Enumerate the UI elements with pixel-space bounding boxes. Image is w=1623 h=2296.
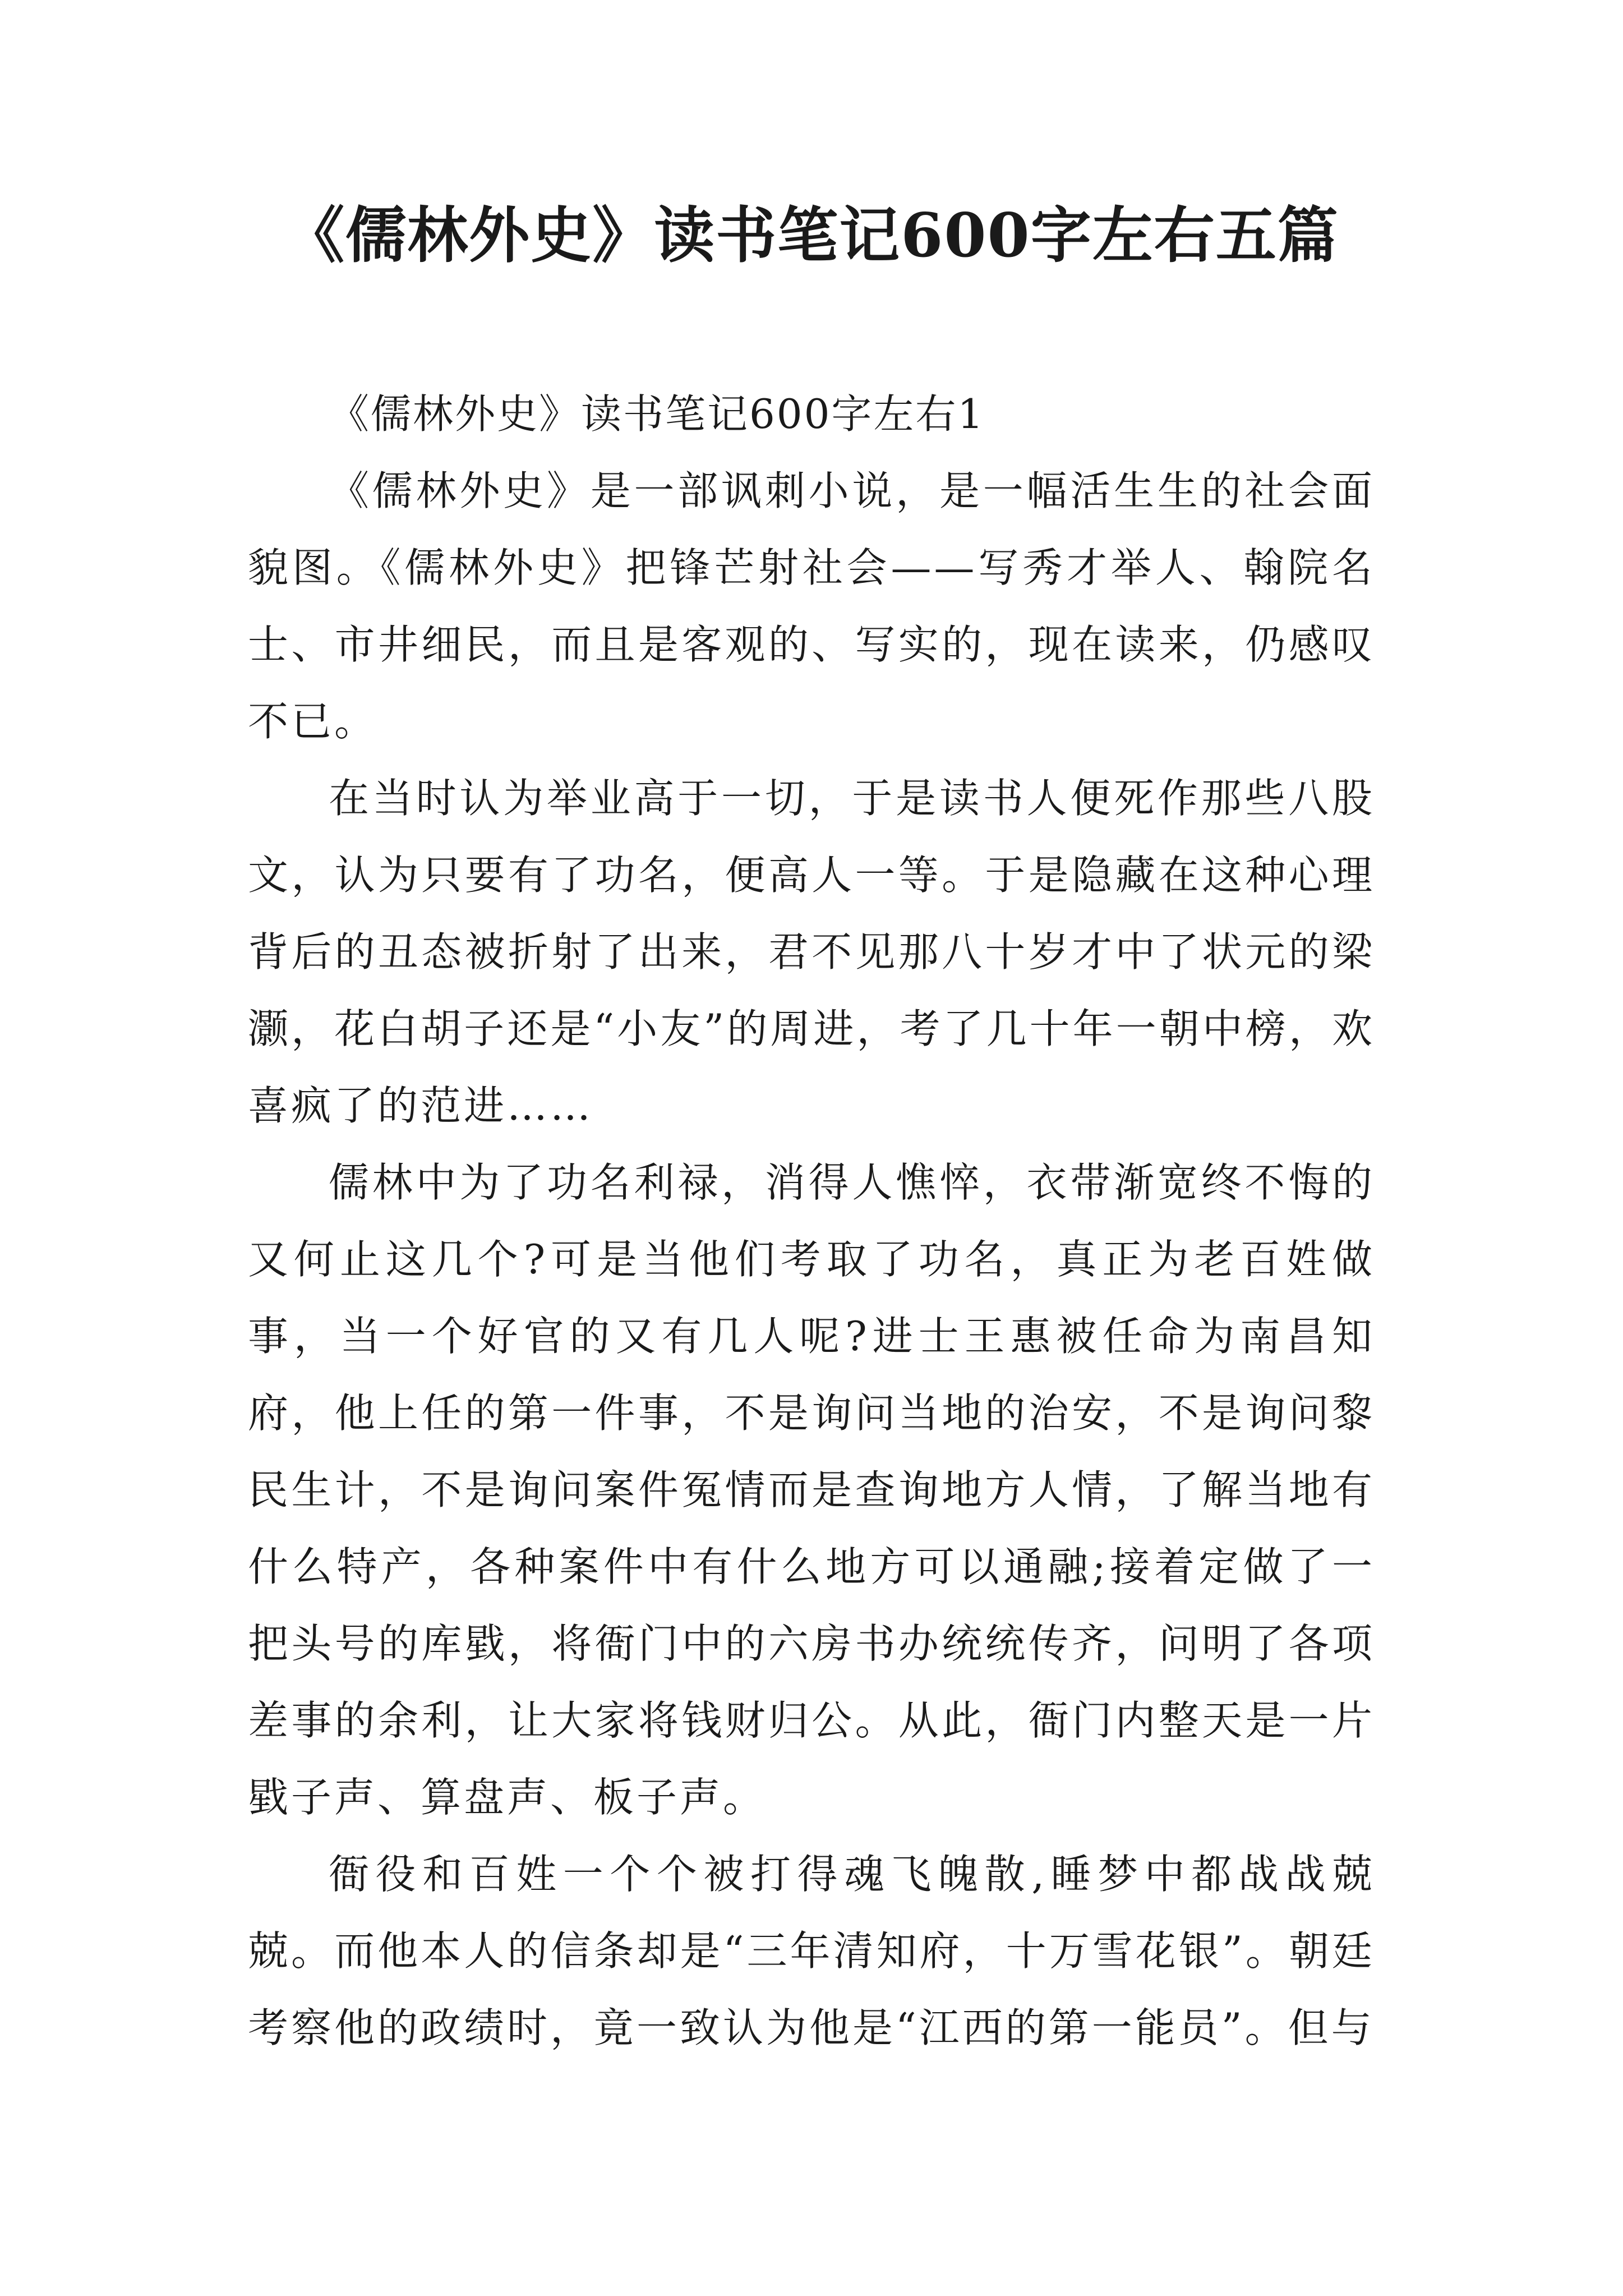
document-title: 《儒林外史》读书笔记600字左右五篇 bbox=[284, 200, 1339, 271]
document-body bbox=[248, 376, 1375, 2067]
paragraph: 《儒林外史》是一部讽刺小说，是一幅活生生的社会面貌图。《儒林外史》把锋芒射社会——写秀才举人、翰院名士、市井细民，而且是客观的、写实的，现在读来，仍感叹不已。 bbox=[248, 467, 1375, 745]
paragraph: 在当时认为举业高于一切，于是读书人便死作那些八股文，认为只要有了功名，便高人一等。于是隐藏在这种心理背后的丑态被折射了出来，君不见那八十岁才中了状元的梁灏，花白胡子还是“小友”的周进，考了几十年一朝中榜，欢喜疯了的范进…… bbox=[248, 775, 1375, 1129]
paragraph: 儒林中为了功名利禄，消得人憔悴，衣带渐宽终不悔的又何止这几个?可是当他们考取了功名，真正为老百姓做事，当一个好官的又有几人呢?进士王惠被任命为南昌知府，他上任的第一件事，不是询问当地的治安，不是询问黎民生计，不是询问案件冤情而是查询地方人情，了解当地有什么特产，各种案件中有什么地方可以通融;接着定做了一把头号的库戥，将衙门中的六房书办统统传齐，问明了各项差事的余利，让大家将钱财归公。从此，衙门内整天是一片戥子声、算盘声、板子声。 bbox=[248, 1159, 1375, 1821]
section-heading: 《儒林外史》读书笔记600字左右1 bbox=[329, 390, 985, 438]
paragraph: 衙役和百姓一个个被打得魂飞魄散,睡梦中都战战兢兢。而他本人的信条却是“三年清知府，十万雪花银”。朝廷考察他的政绩时，竟一致认为他是“江西的第一能员”。但与 bbox=[248, 1851, 1375, 2051]
